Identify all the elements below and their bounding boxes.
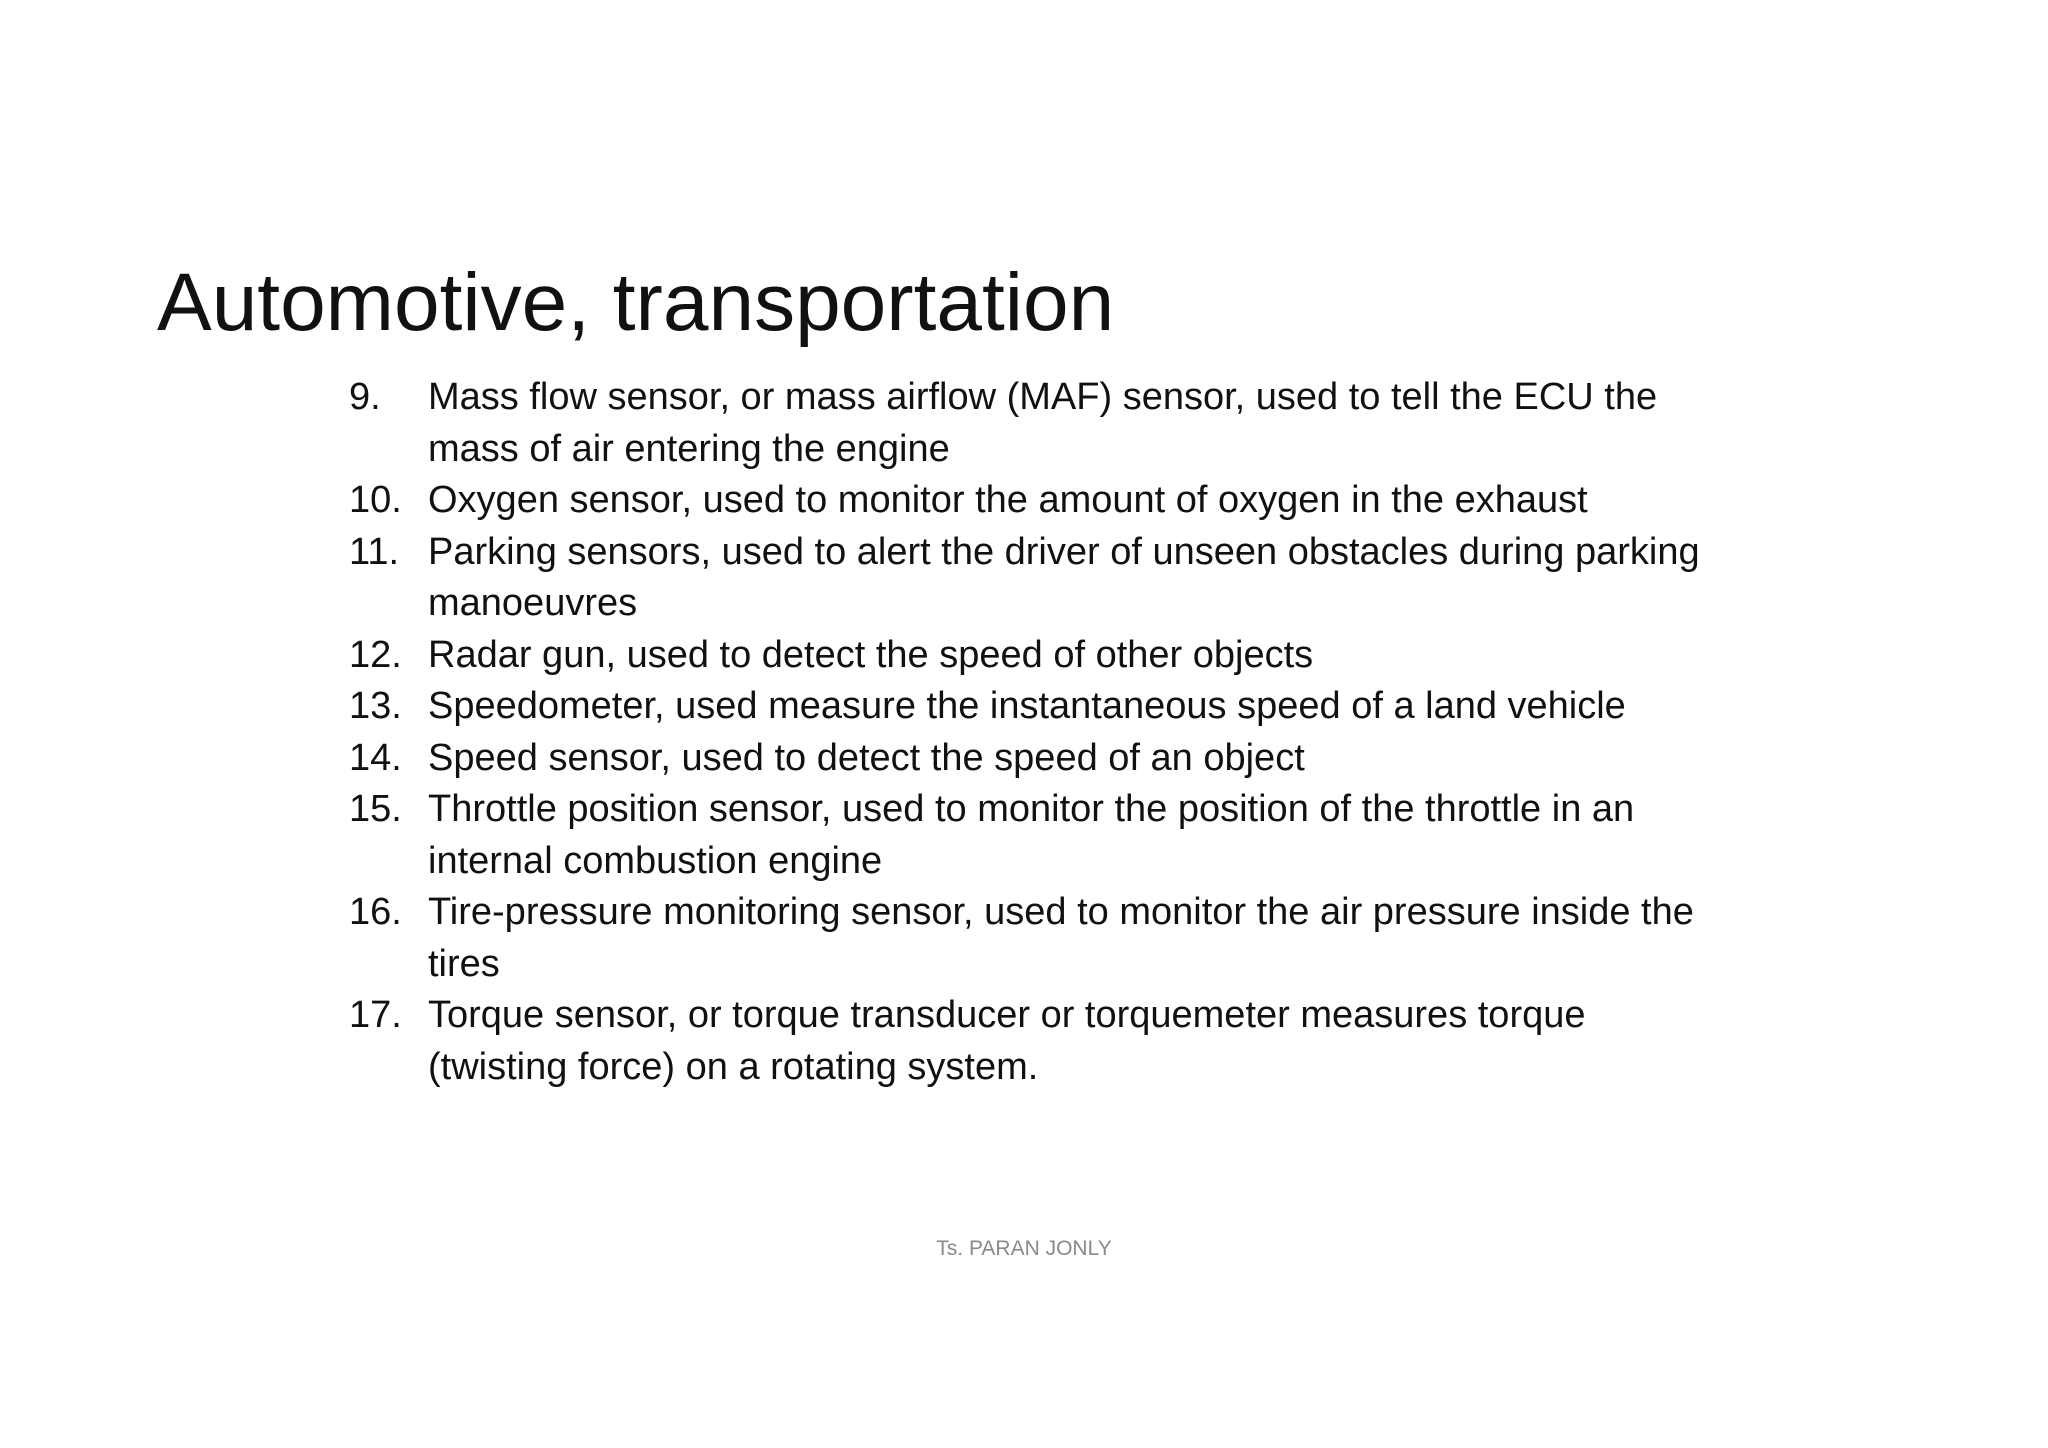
list-item xyxy=(349,990,1729,1093)
list-item-number: 15. xyxy=(349,788,402,830)
list-item xyxy=(349,527,1729,630)
slide-footer: Ts. PARAN JONLY xyxy=(936,1237,1112,1260)
list-item xyxy=(349,887,1729,990)
list-item-text: Tire-pressure monitoring sensor, used to monitor the air pressure inside the tires xyxy=(428,891,1694,985)
list-item-text: Torque sensor, or torque transducer or torquemeter measures torque (twisting force) on a rotating system. xyxy=(428,994,1586,1088)
list-item-text: Oxygen sensor, used to monitor the amount of oxygen in the exhaust xyxy=(428,479,1588,521)
list-item xyxy=(349,372,1729,475)
list-item-number: 13. xyxy=(349,685,402,727)
list-item-text: Speedometer, used measure the instantaneous speed of a land vehicle xyxy=(428,685,1626,727)
list-item-text: Speed sensor, used to detect the speed of an object xyxy=(428,736,1305,779)
slide-title: Automotive, transportation xyxy=(157,257,1115,348)
list-item xyxy=(349,733,1729,785)
list-item-text: Radar gun, used to detect the speed of other objects xyxy=(428,633,1314,676)
list-item-number: 9. xyxy=(349,376,381,418)
list-item-number: 17. xyxy=(349,994,402,1036)
list-item xyxy=(349,784,1729,887)
list-item-number: 16. xyxy=(349,891,402,933)
list-item-text: Mass flow sensor, or mass airflow (MAF) sensor, used to tell the ECU the mass of air entering the engine xyxy=(428,376,1658,470)
list-item xyxy=(349,475,1729,527)
sensor-list xyxy=(349,372,1729,1093)
list-item xyxy=(349,630,1729,682)
list-item-number: 14. xyxy=(349,736,402,779)
list-item-text: Throttle position sensor, used to monitor the position of the throttle in an internal combustion engine xyxy=(428,788,1635,882)
list-item-number: 12. xyxy=(349,633,402,676)
list-item-text: Parking sensors, used to alert the driver of unseen obstacles during parking manoeuvres xyxy=(428,530,1700,624)
list-item-number: 10. xyxy=(349,479,402,521)
list-item-number: 11. xyxy=(349,530,400,573)
list-item xyxy=(349,681,1729,733)
